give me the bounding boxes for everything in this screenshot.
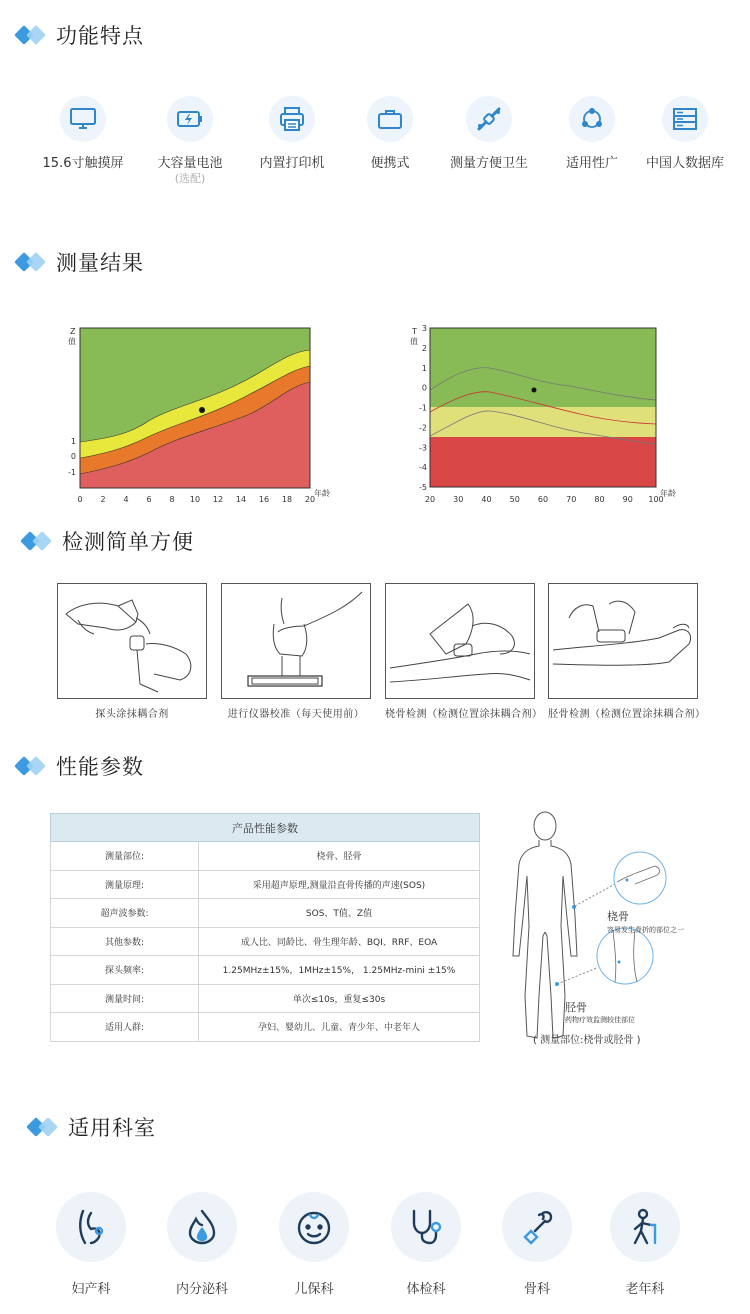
section-heading: 性能参数: [56, 755, 144, 779]
step-item: [57, 583, 207, 720]
feature-item: [439, 96, 539, 172]
x-tick-label: 70: [566, 495, 577, 504]
step-item: [221, 583, 371, 720]
department-label: 体检科: [406, 1282, 446, 1297]
feature-item: [33, 96, 133, 172]
t-xlabel: 年龄: [660, 489, 676, 498]
y-tick-label: 3: [421, 324, 427, 333]
section-heading: 测量结果: [56, 251, 144, 275]
body-figure: [505, 806, 705, 1051]
table-row: 测量原理: 采用超声原理,测量沿直骨传播的声速(SOS): [51, 870, 480, 899]
feature-label: 中国人数据库: [645, 156, 724, 171]
table-row: 其他参数: 成人比、同龄比、骨生理年龄、BQI、RRF、EOA: [51, 927, 480, 956]
y-tick-label: -2: [419, 423, 427, 433]
battery-icon: [167, 96, 213, 142]
z-xlabel: 年龄: [314, 489, 330, 498]
department-label: 内分泌科: [175, 1282, 228, 1297]
diamond-bullet-icon: [14, 755, 48, 777]
t-zone-red: [430, 437, 656, 487]
bone-icon: [502, 1192, 572, 1262]
diamond-bullet-icon: [14, 24, 48, 46]
y-tick-label: 0: [70, 452, 76, 461]
step-item: [385, 583, 543, 720]
flame-drop-icon: [167, 1192, 237, 1262]
table-row: 探头频率: 1.25MHz±15%，1MHz±15%， 1.25MHz-mini ±15%: [51, 956, 480, 985]
table-row: 测量部位: 桡骨、胫骨: [51, 842, 480, 871]
section-title-params: [14, 751, 144, 781]
feature-label: 内置打印机: [259, 156, 325, 171]
x-tick-label: 4: [123, 495, 129, 504]
feature-label: 大容量电池: [157, 156, 223, 171]
table-row: 适用人群: 孕妇、婴幼儿、儿童、青少年、中老年人: [51, 1013, 480, 1042]
x-tick-label: 20: [424, 495, 436, 504]
x-tick-label: 18: [281, 495, 293, 504]
y-tick-label: 2: [421, 343, 427, 353]
department-label: 骨科: [523, 1282, 550, 1297]
feature-item: [542, 96, 642, 172]
params-table-title: 产品性能参数: [51, 814, 480, 842]
x-tick-label: 0: [77, 495, 83, 504]
x-tick-label: 50: [509, 495, 520, 504]
t-ylabel: T: [412, 327, 417, 336]
y-tick-label: -1: [419, 403, 427, 413]
feature-item: [635, 96, 735, 172]
section-title-departments: [26, 1112, 156, 1142]
tibia-test-illustration: [548, 583, 698, 699]
radius-test-illustration: [385, 583, 535, 699]
y-tick-label: -1: [68, 468, 76, 477]
t-zone-green: [430, 328, 656, 407]
y-tick-label: -3: [419, 443, 427, 453]
tibia-desc: 药物疗效监测较佳部位: [565, 1016, 635, 1024]
t-score-chart: [400, 322, 690, 512]
x-tick-label: 16: [258, 495, 270, 504]
step-caption: 探头涂抹耦合剂: [95, 709, 169, 720]
table-row: 超声波参数: SOS、T值、Z值: [51, 899, 480, 928]
z-ylabel: 值: [68, 337, 76, 346]
radius-zoom-circle: [614, 852, 666, 904]
department-item: [590, 1192, 700, 1297]
x-tick-label: 100: [648, 495, 664, 504]
probe-gel-illustration: [57, 583, 207, 699]
section-title-easy: [20, 526, 194, 556]
x-tick-label: 30: [453, 495, 464, 504]
step-caption: 桡骨检测（检测位置涂抹耦合剂）: [385, 709, 543, 720]
feature-label: 适用性广: [565, 156, 618, 171]
department-item: [147, 1192, 257, 1297]
tibia-zoom-circle: [597, 928, 653, 984]
feature-item: [340, 96, 440, 172]
step-caption: 进行仪器校准（每天使用前）: [227, 709, 365, 720]
radius-desc: 容易发生骨折的部位之一: [607, 926, 684, 934]
z-ylabel: Z: [70, 327, 76, 336]
x-tick-label: 80: [594, 495, 605, 504]
t-measurement-point: [532, 388, 537, 393]
y-tick-label: 0: [421, 383, 427, 393]
measure-site-caption: ( 测量部位:桡骨或胫骨 ): [533, 1035, 641, 1046]
y-tick-label: 1: [421, 363, 427, 373]
feature-item: [242, 96, 342, 172]
x-tick-label: 20: [304, 495, 316, 504]
stethoscope-icon: [391, 1192, 461, 1262]
table-row: 测量时间: 单次≤10s，重复≤30s: [51, 984, 480, 1013]
diamond-bullet-icon: [20, 530, 54, 552]
department-item: [482, 1192, 592, 1297]
step-item: [548, 583, 706, 720]
section-title-results: [14, 247, 144, 277]
elderly-icon: [610, 1192, 680, 1262]
department-item: [371, 1192, 481, 1297]
section-heading: 检测简单方便: [62, 530, 194, 554]
radius-title: 桡骨: [607, 910, 629, 923]
params-table: [50, 813, 480, 1042]
feature-sub-label: (选配): [174, 172, 206, 185]
x-tick-label: 10: [189, 495, 201, 504]
pregnancy-icon: [56, 1192, 126, 1262]
diamond-bullet-icon: [14, 251, 48, 273]
x-tick-label: 2: [100, 495, 106, 504]
x-tick-label: 8: [169, 495, 175, 504]
z-measurement-point: [199, 407, 205, 413]
y-tick-label: -4: [419, 463, 427, 473]
y-tick-label: -5: [419, 483, 427, 492]
baby-face-icon: [279, 1192, 349, 1262]
section-heading: 功能特点: [56, 24, 144, 48]
feature-label: 便携式: [370, 156, 410, 171]
feature-label: 15.6寸触摸屏: [42, 156, 124, 171]
department-item: [259, 1192, 369, 1297]
section-title-features: [14, 20, 144, 50]
briefcase-icon: [367, 96, 413, 142]
x-tick-label: 60: [537, 495, 549, 504]
database-icon: [662, 96, 708, 142]
department-label: 儿保科: [294, 1282, 334, 1297]
calibration-illustration: [221, 583, 371, 699]
x-tick-label: 90: [622, 495, 633, 504]
feature-item: [140, 96, 240, 185]
network-icon: [569, 96, 615, 142]
printer-icon: [269, 96, 315, 142]
x-tick-label: 14: [235, 495, 247, 504]
diamond-bullet-icon: [26, 1116, 60, 1138]
tibia-title: 胫骨: [565, 1001, 587, 1014]
t-ylabel: 值: [410, 337, 418, 346]
department-item: [36, 1192, 146, 1297]
t-zone-yellow: [430, 407, 656, 437]
department-label: 妇产科: [71, 1282, 111, 1297]
y-tick-label: 1: [70, 437, 76, 446]
step-caption: 胫骨检测（检测位置涂抹耦合剂）: [548, 709, 706, 720]
monitor-icon: [60, 96, 106, 142]
x-tick-label: 40: [481, 495, 492, 504]
x-tick-label: 12: [212, 495, 224, 504]
feature-label: 测量方便卫生: [449, 156, 528, 171]
z-score-chart: [60, 322, 340, 512]
bone-joint-icon: [466, 96, 512, 142]
section-heading: 适用科室: [68, 1116, 156, 1140]
department-label: 老年科: [625, 1282, 665, 1297]
x-tick-label: 6: [146, 495, 152, 504]
